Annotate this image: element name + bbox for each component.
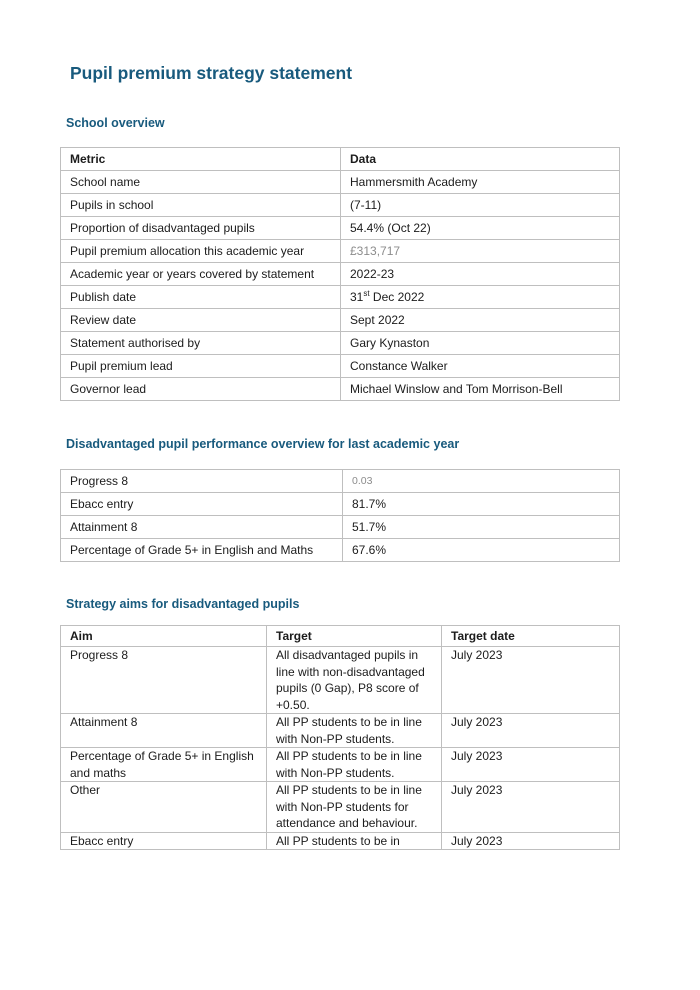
table-row-school-name — [61, 171, 620, 194]
publish-date-day: 31 — [350, 290, 364, 304]
header-cell-metric: Metric — [61, 148, 341, 171]
table-row-grade-5-english-maths — [61, 539, 620, 562]
value-cell-progress-8: 0.03 — [343, 470, 620, 493]
table-row-pp-lead — [61, 355, 620, 378]
table-row-attainment-8 — [61, 516, 620, 539]
section-heading-strategy-aims: Strategy aims for disadvantaged pupils — [66, 597, 300, 611]
target-date-cell: July 2023 — [442, 647, 620, 714]
strategy-aims-table — [60, 625, 620, 850]
data-cell: Gary Kynaston — [341, 332, 620, 355]
header-cell-data: Data — [341, 148, 620, 171]
metric-cell: Academic year or years covered by statement — [61, 263, 341, 286]
metric-cell: Review date — [61, 309, 341, 332]
aim-cell: Other — [61, 782, 267, 833]
header-cell-target: Target — [267, 626, 442, 647]
page-title: Pupil premium strategy statement — [70, 63, 353, 83]
table-header-row — [61, 626, 620, 647]
metric-cell: School name — [61, 171, 341, 194]
school-overview-table — [60, 147, 620, 401]
aim-cell: Attainment 8 — [61, 714, 267, 748]
header-cell-target-date: Target date — [442, 626, 620, 647]
table-row-academic-year — [61, 263, 620, 286]
table-row-ebacc-entry — [61, 493, 620, 516]
table-row-disadvantaged-proportion — [61, 217, 620, 240]
data-cell-publish-date — [341, 286, 620, 309]
target-date-cell: July 2023 — [442, 782, 620, 833]
measure-cell: Progress 8 — [61, 470, 343, 493]
table-row-aim-other — [61, 782, 620, 833]
metric-cell: Pupils in school — [61, 194, 341, 217]
metric-cell: Governor lead — [61, 378, 341, 401]
target-cell: All PP students to be in line with Non-PP students. — [267, 748, 442, 782]
table-row-authorised-by — [61, 332, 620, 355]
table-row-pupils-in-school — [61, 194, 620, 217]
value-cell: 81.7% — [343, 493, 620, 516]
target-date-cell: July 2023 — [442, 832, 620, 850]
table-row-aim-grade-5 — [61, 748, 620, 782]
aim-cell: Progress 8 — [61, 647, 267, 714]
target-cell: All PP students to be in — [267, 832, 442, 850]
data-cell: (7-11) — [341, 194, 620, 217]
aim-cell: Percentage of Grade 5+ in English and maths — [61, 748, 267, 782]
data-cell: Hammersmith Academy — [341, 171, 620, 194]
value-cell: 67.6% — [343, 539, 620, 562]
data-cell: Constance Walker — [341, 355, 620, 378]
aim-cell: Ebacc entry — [61, 832, 267, 850]
table-row-allocation — [61, 240, 620, 263]
target-cell: All PP students to be in line with Non-PP students for attendance and behaviour. — [267, 782, 442, 833]
metric-cell: Pupil premium lead — [61, 355, 341, 378]
section-heading-school-overview: School overview — [66, 116, 165, 130]
table-row-governor-lead — [61, 378, 620, 401]
measure-cell: Attainment 8 — [61, 516, 343, 539]
performance-overview-table — [60, 469, 620, 562]
header-cell-aim: Aim — [61, 626, 267, 647]
publish-date-ordinal: st — [363, 289, 370, 298]
publish-date-rest: Dec 2022 — [369, 290, 425, 304]
table-row-publish-date — [61, 286, 620, 309]
target-cell: All disadvantaged pupils in line with non-disadvantaged pupils (0 Gap), P8 score of +0.50. — [267, 647, 442, 714]
table-row-review-date — [61, 309, 620, 332]
metric-cell: Statement authorised by — [61, 332, 341, 355]
data-cell-allocation-amount: £313,717 — [341, 240, 620, 263]
data-cell: Michael Winslow and Tom Morrison-Bell — [341, 378, 620, 401]
table-row-aim-progress-8 — [61, 647, 620, 714]
target-date-cell: July 2023 — [442, 748, 620, 782]
table-header-row — [61, 148, 620, 171]
table-row-progress-8 — [61, 470, 620, 493]
measure-cell: Ebacc entry — [61, 493, 343, 516]
metric-cell: Pupil premium allocation this academic year — [61, 240, 341, 263]
measure-cell: Percentage of Grade 5+ in English and Maths — [61, 539, 343, 562]
data-cell: Sept 2022 — [341, 309, 620, 332]
target-date-cell: July 2023 — [442, 714, 620, 748]
value-cell: 51.7% — [343, 516, 620, 539]
metric-cell: Proportion of disadvantaged pupils — [61, 217, 341, 240]
data-cell: 54.4% (Oct 22) — [341, 217, 620, 240]
data-cell: 2022-23 — [341, 263, 620, 286]
table-row-aim-ebacc-entry — [61, 832, 620, 850]
target-cell: All PP students to be in line with Non-PP students. — [267, 714, 442, 748]
table-row-aim-attainment-8 — [61, 714, 620, 748]
section-heading-performance-overview: Disadvantaged pupil performance overview for last academic year — [66, 437, 460, 451]
metric-cell: Publish date — [61, 286, 341, 309]
